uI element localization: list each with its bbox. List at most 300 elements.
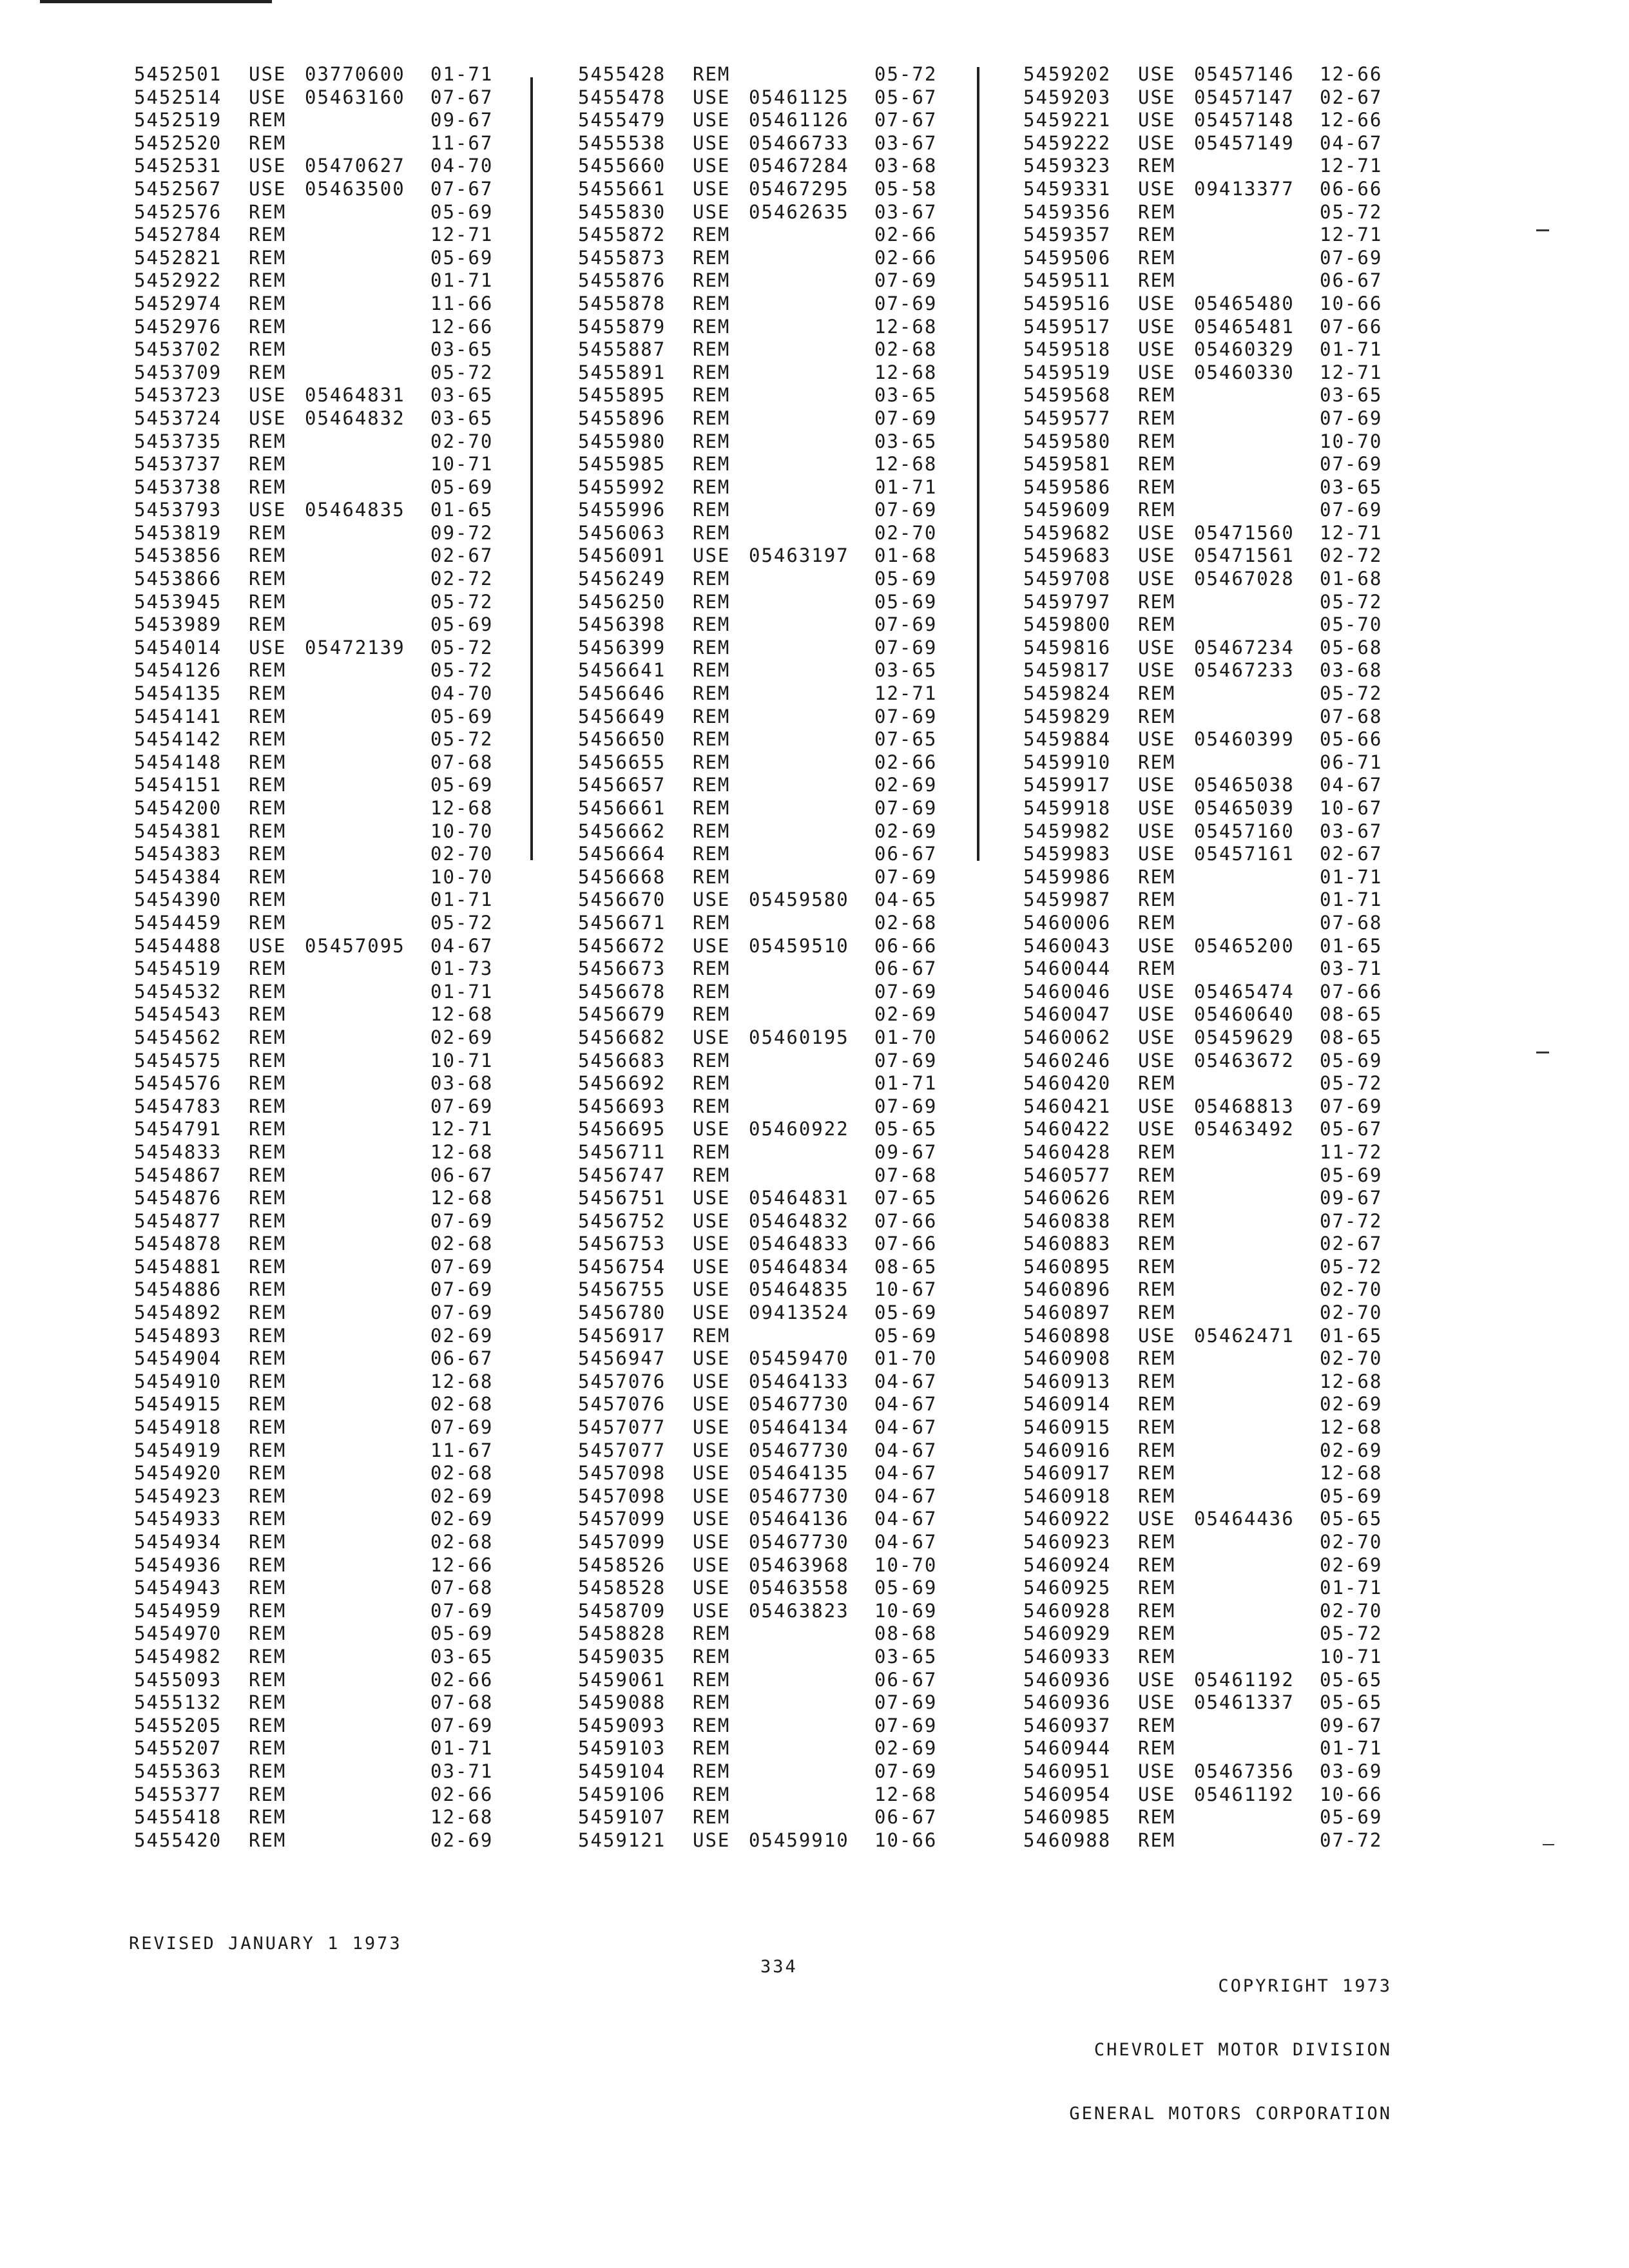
action: REM [249, 1416, 287, 1439]
part-number: 5459516 [1023, 292, 1112, 314]
date-code: 02-69 [874, 1003, 938, 1026]
action: REM [693, 338, 731, 361]
date-code: 02-69 [1320, 1393, 1383, 1416]
action: REM [249, 246, 287, 269]
action: REM [1138, 865, 1176, 888]
part-number: 5453989 [134, 613, 222, 636]
action: USE [249, 384, 287, 407]
action: USE [693, 1553, 731, 1576]
date-code: 02-66 [430, 1668, 494, 1691]
date-code: 07-69 [430, 1302, 494, 1324]
action: REM [1138, 1737, 1176, 1760]
part-number: 5455887 [578, 338, 666, 361]
date-code: 12-68 [430, 1003, 494, 1026]
action: USE [1138, 1668, 1176, 1691]
part-number: 5460838 [1023, 1209, 1112, 1232]
action: REM [1138, 155, 1176, 177]
action: USE [1138, 361, 1176, 383]
action: REM [1138, 1645, 1176, 1667]
date-code: 02-68 [430, 1462, 494, 1485]
part-number: 5456679 [578, 1003, 666, 1026]
copyright-corporation: GENERAL MOTORS CORPORATION [1069, 2104, 1392, 2124]
part-number: 5456683 [578, 1049, 666, 1072]
part-number: 5455830 [578, 200, 666, 223]
date-code: 12-71 [1320, 155, 1383, 177]
part-number: 5457076 [578, 1370, 666, 1392]
part-number: 5454877 [134, 1209, 222, 1232]
part-number: 5456646 [578, 682, 666, 705]
date-code: 02-69 [1320, 1439, 1383, 1461]
part-number: 5453709 [134, 361, 222, 383]
date-code: 02-67 [1320, 86, 1383, 108]
part-number: 5456678 [578, 980, 666, 1003]
action: REM [693, 843, 731, 865]
part-number: 5455878 [578, 292, 666, 314]
date-code: 04-70 [430, 682, 494, 705]
replacement-number: 05464831 [749, 1187, 849, 1209]
part-number: 5454936 [134, 1553, 222, 1576]
date-code: 07-69 [430, 1416, 494, 1439]
part-number: 5460928 [1023, 1599, 1112, 1622]
action: REM [693, 1622, 731, 1645]
action: REM [249, 1714, 287, 1736]
part-number: 5460951 [1023, 1760, 1112, 1782]
part-number: 5454904 [134, 1347, 222, 1370]
date-code: 02-70 [1320, 1531, 1383, 1553]
part-number: 5456753 [578, 1233, 666, 1255]
part-number: 5460916 [1023, 1439, 1112, 1461]
date-code: 05-69 [1320, 1049, 1383, 1072]
date-code: 07-67 [430, 86, 494, 108]
action: USE [693, 1233, 731, 1255]
part-number: 5453793 [134, 499, 222, 521]
part-number: 5455660 [578, 155, 666, 177]
part-number: 5454878 [134, 1233, 222, 1255]
part-number: 5456780 [578, 1302, 666, 1324]
part-number: 5459682 [1023, 521, 1112, 544]
action: REM [249, 430, 287, 452]
action: REM [693, 246, 731, 269]
replacement-number: 05464831 [305, 384, 405, 407]
part-number: 5454970 [134, 1622, 222, 1645]
action: REM [249, 1187, 287, 1209]
date-code: 05-72 [430, 659, 494, 682]
action: REM [249, 659, 287, 682]
action: REM [249, 109, 287, 131]
action: REM [249, 1003, 287, 1026]
action: REM [249, 682, 287, 705]
part-number: 5459983 [1023, 843, 1112, 865]
action: REM [249, 224, 287, 246]
action: REM [249, 568, 287, 590]
date-code: 02-67 [1320, 843, 1383, 865]
part-number: 5455132 [134, 1691, 222, 1714]
part-number: 5460420 [1023, 1072, 1112, 1095]
date-code: 03-71 [430, 1760, 494, 1782]
date-code: 05-69 [874, 590, 938, 613]
replacement-number: 05463197 [749, 544, 849, 567]
date-code: 08-65 [1320, 1026, 1383, 1048]
part-number: 5454562 [134, 1026, 222, 1048]
part-number: 5460428 [1023, 1140, 1112, 1163]
action: REM [1138, 1553, 1176, 1576]
replacement-number: 09413524 [749, 1302, 849, 1324]
date-code: 06-67 [874, 957, 938, 980]
action: REM [249, 1462, 287, 1485]
date-code: 02-68 [874, 911, 938, 934]
part-number: 5454135 [134, 682, 222, 705]
date-code: 11-67 [430, 1439, 494, 1461]
action: USE [1138, 1003, 1176, 1026]
action: USE [1138, 1095, 1176, 1117]
date-code: 05-72 [1320, 682, 1383, 705]
date-code: 05-69 [1320, 1485, 1383, 1507]
action: REM [693, 384, 731, 407]
action: USE [693, 86, 731, 108]
date-code: 05-69 [1320, 1164, 1383, 1186]
action: REM [249, 889, 287, 911]
action: REM [249, 865, 287, 888]
part-number: 5456091 [578, 544, 666, 567]
action: REM [1138, 430, 1176, 452]
date-code: 07-69 [1320, 1095, 1383, 1117]
part-number: 5457076 [578, 1393, 666, 1416]
date-code: 05-69 [1320, 1806, 1383, 1829]
part-number: 5459683 [1023, 544, 1112, 567]
action: REM [249, 1370, 287, 1392]
part-number: 5460577 [1023, 1164, 1112, 1186]
date-code: 03-71 [1320, 957, 1383, 980]
date-code: 05-67 [874, 86, 938, 108]
part-number: 5452922 [134, 269, 222, 292]
date-code: 07-69 [430, 1095, 494, 1117]
action: REM [1138, 1187, 1176, 1209]
date-code: 05-72 [1320, 590, 1383, 613]
action: REM [249, 1164, 287, 1186]
part-number: 5456657 [578, 774, 666, 796]
replacement-number: 05460329 [1194, 338, 1295, 361]
date-code: 05-58 [874, 177, 938, 200]
part-number: 5454923 [134, 1485, 222, 1507]
date-code: 12-71 [430, 224, 494, 246]
date-code: 07-69 [874, 636, 938, 658]
date-code: 01-65 [1320, 1324, 1383, 1347]
replacement-number: 05466733 [749, 131, 849, 154]
date-code: 09-67 [430, 109, 494, 131]
action: REM [249, 1668, 287, 1691]
part-number: 5460922 [1023, 1508, 1112, 1530]
date-code: 03-65 [874, 384, 938, 407]
part-number: 5459986 [1023, 865, 1112, 888]
part-number: 5460929 [1023, 1622, 1112, 1645]
replacement-number: 05467730 [749, 1531, 849, 1553]
part-number: 5455538 [578, 131, 666, 154]
date-code: 02-67 [1320, 1233, 1383, 1255]
action: REM [249, 476, 287, 498]
replacement-number: 05460195 [749, 1026, 849, 1048]
date-code: 03-65 [430, 407, 494, 429]
date-code: 07-69 [1320, 407, 1383, 429]
part-number: 5460917 [1023, 1462, 1112, 1485]
action: USE [1138, 86, 1176, 108]
action: REM [693, 361, 731, 383]
date-code: 10-66 [1320, 1783, 1383, 1805]
date-code: 05-69 [430, 613, 494, 636]
date-code: 05-72 [430, 361, 494, 383]
replacement-number: 03770600 [305, 63, 405, 85]
replacement-number: 05461192 [1194, 1668, 1295, 1691]
part-number: 5454876 [134, 1187, 222, 1209]
part-number: 5454200 [134, 797, 222, 819]
part-number: 5459519 [1023, 361, 1112, 383]
date-code: 07-68 [1320, 705, 1383, 727]
date-code: 05-69 [430, 246, 494, 269]
date-code: 11-66 [430, 292, 494, 314]
part-number: 5454886 [134, 1278, 222, 1301]
action: REM [693, 63, 731, 85]
replacement-number: 05467028 [1194, 568, 1295, 590]
action: REM [693, 980, 731, 1003]
action: USE [693, 1462, 731, 1485]
part-number: 5455996 [578, 499, 666, 521]
date-code: 02-66 [874, 246, 938, 269]
action: USE [1138, 1049, 1176, 1072]
date-code: 07-69 [874, 705, 938, 727]
part-number: 5452976 [134, 315, 222, 338]
date-code: 01-71 [1320, 1577, 1383, 1599]
date-code: 12-66 [1320, 63, 1383, 85]
part-number: 5454910 [134, 1370, 222, 1392]
action: REM [1138, 1140, 1176, 1163]
replacement-number: 05463672 [1194, 1049, 1295, 1072]
part-number: 5455891 [578, 361, 666, 383]
date-code: 12-71 [1320, 224, 1383, 246]
action: REM [249, 1645, 287, 1667]
action: REM [249, 820, 287, 842]
part-number: 5454381 [134, 820, 222, 842]
action: USE [1138, 659, 1176, 682]
date-code: 04-70 [430, 155, 494, 177]
action: REM [1138, 590, 1176, 613]
replacement-number: 05465481 [1194, 315, 1295, 338]
date-code: 01-71 [1320, 865, 1383, 888]
replacement-number: 05467295 [749, 177, 849, 200]
date-code: 03-65 [1320, 384, 1383, 407]
part-number: 5454383 [134, 843, 222, 865]
replacement-number: 05461126 [749, 109, 849, 131]
action: REM [1138, 1714, 1176, 1736]
date-code: 03-65 [874, 1645, 938, 1667]
action: REM [1138, 1255, 1176, 1278]
part-number: 5460936 [1023, 1668, 1112, 1691]
action: USE [249, 934, 287, 957]
action: USE [693, 200, 731, 223]
part-number: 5454783 [134, 1095, 222, 1117]
part-number: 5454881 [134, 1255, 222, 1278]
action: REM [693, 613, 731, 636]
action: REM [693, 1737, 731, 1760]
action: REM [1138, 1806, 1176, 1829]
date-code: 02-69 [430, 1508, 494, 1530]
date-code: 04-67 [874, 1370, 938, 1392]
part-number: 5460422 [1023, 1118, 1112, 1140]
date-code: 10-67 [1320, 797, 1383, 819]
replacement-number: 05457148 [1194, 109, 1295, 131]
part-number: 5453723 [134, 384, 222, 407]
action: USE [1138, 774, 1176, 796]
part-number: 5454384 [134, 865, 222, 888]
replacement-number: 05459580 [749, 889, 849, 911]
action: USE [693, 109, 731, 131]
date-code: 05-67 [1320, 1118, 1383, 1140]
part-number: 5460626 [1023, 1187, 1112, 1209]
part-number: 5454918 [134, 1416, 222, 1439]
part-number: 5455418 [134, 1806, 222, 1829]
part-number: 5454833 [134, 1140, 222, 1163]
part-number: 5460915 [1023, 1416, 1112, 1439]
part-number: 5454867 [134, 1164, 222, 1186]
action: USE [1138, 338, 1176, 361]
action: REM [693, 865, 731, 888]
action: REM [1138, 1233, 1176, 1255]
date-code: 09-67 [874, 1140, 938, 1163]
replacement-number: 05470627 [305, 155, 405, 177]
date-code: 07-69 [1320, 246, 1383, 269]
date-code: 10-66 [1320, 292, 1383, 314]
date-code: 05-65 [1320, 1668, 1383, 1691]
date-code: 02-67 [430, 544, 494, 567]
action: REM [1138, 911, 1176, 934]
action: REM [693, 728, 731, 751]
replacement-number: 05457095 [305, 934, 405, 957]
date-code: 01-65 [430, 499, 494, 521]
action: REM [249, 1324, 287, 1347]
date-code: 05-72 [1320, 1255, 1383, 1278]
date-code: 02-70 [1320, 1278, 1383, 1301]
date-code: 10-66 [874, 1829, 938, 1851]
part-number: 5457098 [578, 1462, 666, 1485]
part-number: 5460988 [1023, 1829, 1112, 1851]
part-number: 5460062 [1023, 1026, 1112, 1048]
part-number: 5460944 [1023, 1737, 1112, 1760]
part-number: 5456398 [578, 613, 666, 636]
part-number: 5454791 [134, 1118, 222, 1140]
date-code: 02-72 [1320, 544, 1383, 567]
action: REM [1138, 1485, 1176, 1507]
date-code: 05-69 [430, 1622, 494, 1645]
replacement-number: 05463500 [305, 177, 405, 200]
part-number: 5460897 [1023, 1302, 1112, 1324]
action: REM [1138, 1278, 1176, 1301]
action: REM [693, 1003, 731, 1026]
action: REM [693, 292, 731, 314]
date-code: 08-65 [874, 1255, 938, 1278]
action: REM [249, 453, 287, 476]
action: REM [249, 1783, 287, 1805]
action: REM [1138, 705, 1176, 727]
part-number: 5454576 [134, 1072, 222, 1095]
part-number: 5456670 [578, 889, 666, 911]
date-code: 07-66 [874, 1209, 938, 1232]
action: REM [693, 1760, 731, 1782]
part-number: 5457099 [578, 1508, 666, 1530]
action: USE [249, 407, 287, 429]
part-number: 5455363 [134, 1760, 222, 1782]
date-code: 12-68 [430, 797, 494, 819]
copyright-line: COPYRIGHT 1973 [1218, 1976, 1392, 1996]
part-number: 5456662 [578, 820, 666, 842]
replacement-number: 05467356 [1194, 1760, 1295, 1782]
date-code: 12-68 [874, 453, 938, 476]
action: REM [1138, 1599, 1176, 1622]
part-number: 5459581 [1023, 453, 1112, 476]
part-number: 5460908 [1023, 1347, 1112, 1370]
replacement-number: 05459629 [1194, 1026, 1295, 1048]
date-code: 02-69 [430, 1485, 494, 1507]
part-number: 5459104 [578, 1760, 666, 1782]
part-number: 5454933 [134, 1508, 222, 1530]
date-code: 02-70 [430, 843, 494, 865]
action: USE [693, 1278, 731, 1301]
action: REM [249, 1049, 287, 1072]
part-number: 5456661 [578, 797, 666, 819]
date-code: 07-69 [874, 865, 938, 888]
date-code: 10-70 [430, 820, 494, 842]
date-code: 04-65 [874, 889, 938, 911]
date-code: 02-72 [430, 568, 494, 590]
part-number: 5454919 [134, 1439, 222, 1461]
date-code: 07-69 [874, 1760, 938, 1782]
part-number: 5454915 [134, 1393, 222, 1416]
part-number: 5459331 [1023, 177, 1112, 200]
action: USE [1138, 797, 1176, 819]
part-number: 5453738 [134, 476, 222, 498]
date-code: 12-68 [430, 1187, 494, 1209]
part-number: 5459093 [578, 1714, 666, 1736]
part-number: 5459609 [1023, 499, 1112, 521]
action: REM [1138, 1462, 1176, 1485]
action: USE [1138, 177, 1176, 200]
action: USE [1138, 728, 1176, 751]
action: REM [1138, 269, 1176, 292]
part-number: 5454390 [134, 889, 222, 911]
part-number: 5453856 [134, 544, 222, 567]
action: USE [693, 1393, 731, 1416]
action: USE [1138, 568, 1176, 590]
part-number: 5456747 [578, 1164, 666, 1186]
action: USE [693, 1485, 731, 1507]
action: USE [1138, 521, 1176, 544]
date-code: 07-65 [874, 728, 938, 751]
part-number: 5459797 [1023, 590, 1112, 613]
part-number: 5460044 [1023, 957, 1112, 980]
date-code: 02-69 [1320, 1553, 1383, 1576]
column-divider-2 [977, 67, 979, 861]
date-code: 02-68 [430, 1393, 494, 1416]
action: REM [1138, 1164, 1176, 1186]
action: USE [693, 1255, 731, 1278]
action: USE [1138, 63, 1176, 85]
part-number: 5460924 [1023, 1553, 1112, 1576]
replacement-number: 05464835 [749, 1278, 849, 1301]
action: REM [1138, 1209, 1176, 1232]
date-code: 05-69 [430, 476, 494, 498]
part-number: 5454920 [134, 1462, 222, 1485]
action: REM [693, 1072, 731, 1095]
action: REM [1138, 613, 1176, 636]
part-number: 5455992 [578, 476, 666, 498]
date-code: 05-69 [430, 705, 494, 727]
